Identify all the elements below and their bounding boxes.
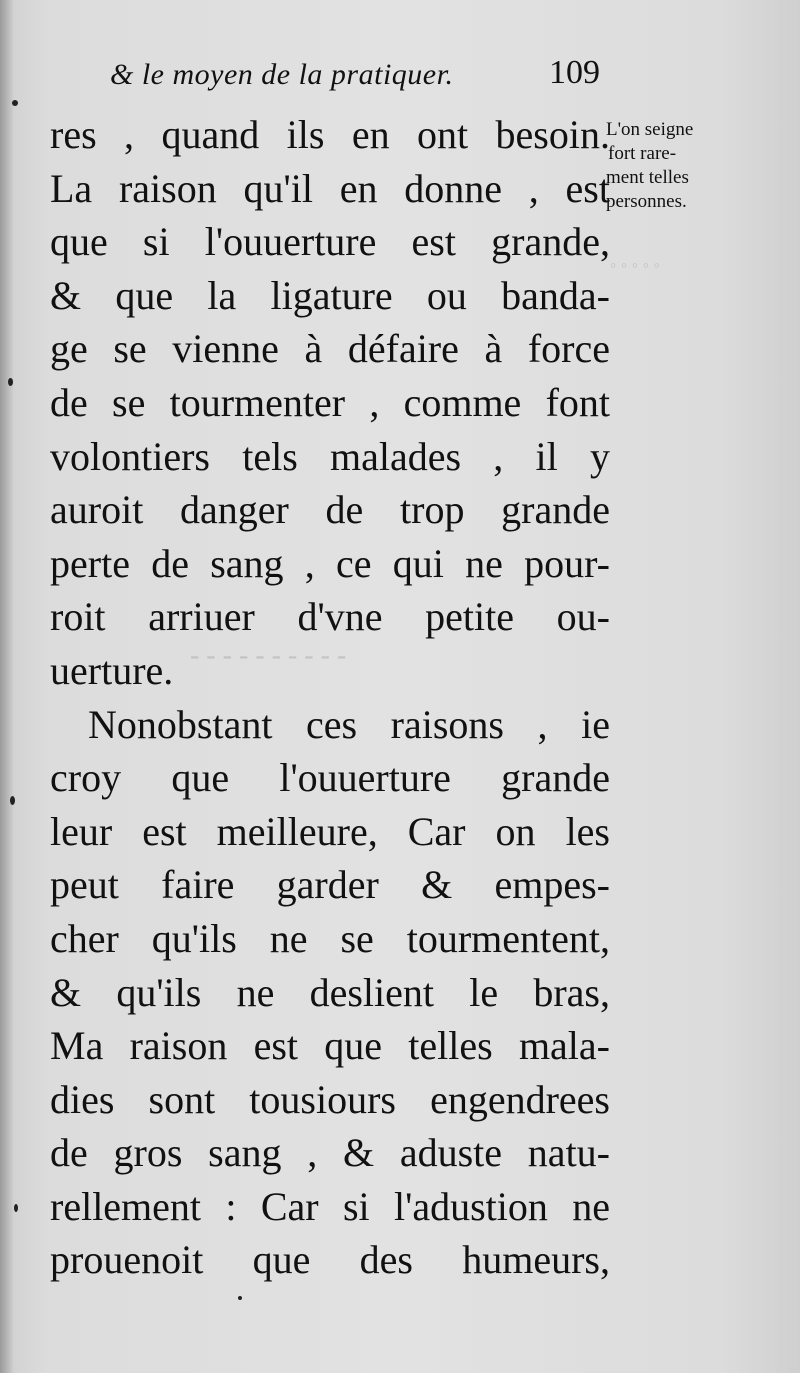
text-line: volontiers tels malades , il y xyxy=(50,433,610,479)
ink-speck xyxy=(8,378,13,386)
marginal-note-line: personnes. xyxy=(606,191,687,212)
text-line: dies sont tousiours engendrees xyxy=(50,1076,610,1122)
text-line: uerture. xyxy=(50,647,174,693)
show-through-text: - - - - - - - - - - xyxy=(190,640,347,671)
ink-speck xyxy=(10,796,15,805)
text-line: La raison qu'il en donne , est xyxy=(50,165,610,211)
text-line: ge se vienne à défaire à force xyxy=(50,326,610,372)
text-line: que si l'ouuerture est grande, xyxy=(50,219,610,265)
text-line: cher qu'ils ne se tourmentent, xyxy=(50,915,610,961)
text-line: & qu'ils ne deslient le bras, xyxy=(50,969,610,1015)
ink-speck xyxy=(12,100,18,106)
page-number: 109 xyxy=(549,54,600,91)
text-line: de se tourmenter , comme font xyxy=(50,379,610,425)
text-line: Ma raison est que telles mala- xyxy=(50,1023,610,1069)
running-head xyxy=(110,54,600,98)
marginal-note-line: ment telles xyxy=(606,167,689,188)
text-line: res , quand ils en ont besoin. xyxy=(50,112,610,157)
marginal-note-line: fort rare- xyxy=(608,143,677,164)
marginal-note-line: L'on seigne xyxy=(606,119,694,140)
text-line: auroit danger de trop grande xyxy=(50,487,610,533)
text-line: leur est meilleure, Car on les xyxy=(50,808,610,854)
ink-speck xyxy=(238,1296,242,1300)
paragraph-start-line: Nonobstant ces raisons , ie xyxy=(88,701,610,747)
text-line: roit arriuer d'vne petite ou- xyxy=(50,594,610,640)
ink-speck xyxy=(14,1204,18,1212)
text-line: & que la ligature ou banda- xyxy=(50,272,610,318)
text-line: croy que l'ouuerture grande xyxy=(50,755,610,801)
text-line: rellement : Car si l'adustion ne xyxy=(50,1183,610,1229)
text-line: prouenoit que des humeurs, xyxy=(50,1237,610,1283)
marginal-note xyxy=(606,118,756,214)
text-line: perte de sang , ce qui ne pour- xyxy=(50,540,610,586)
page-gutter-shadow xyxy=(0,0,14,1373)
body-text xyxy=(50,108,610,1287)
text-line: de gros sang , & aduste natu- xyxy=(50,1130,610,1176)
show-through-text: ◦ ◦ ◦ ◦ ◦ xyxy=(610,255,660,275)
text-line: peut faire garder & empes- xyxy=(50,862,610,908)
running-title: & le moyen de la pratiquer. xyxy=(110,58,454,91)
